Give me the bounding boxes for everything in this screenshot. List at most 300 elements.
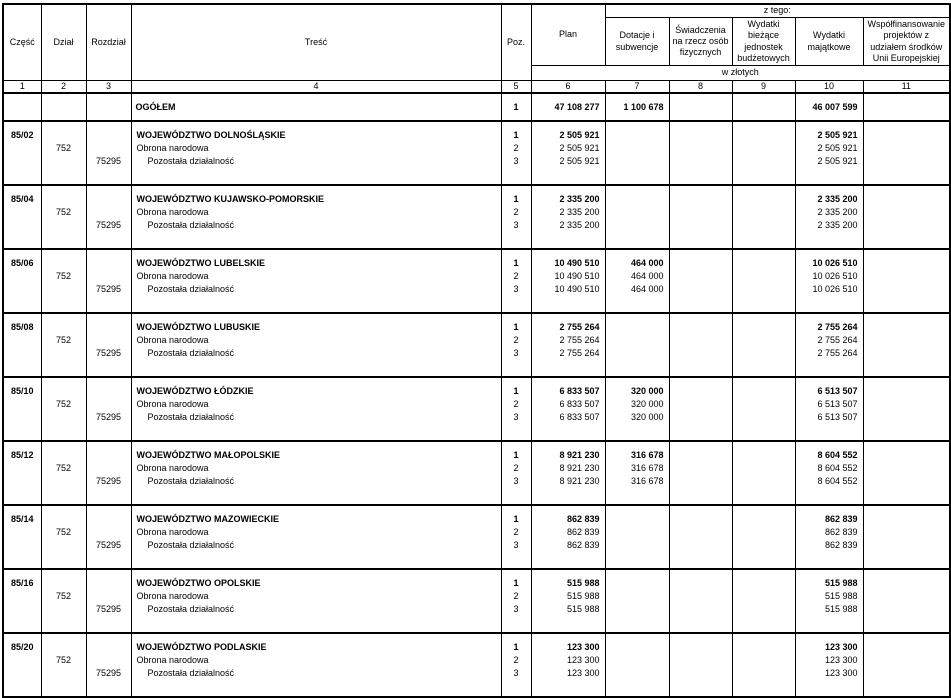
czesc-value	[4, 539, 41, 552]
czesc-value: 85/12	[10, 450, 34, 461]
wydatki-majatkowe-value: 10 026 510	[812, 258, 858, 269]
wydatki-majatkowe-cell	[795, 249, 863, 313]
plan-value: 123 300	[566, 655, 600, 666]
czesc-cell	[3, 249, 41, 313]
dotacje-value	[606, 155, 669, 168]
dotacje-value	[606, 129, 669, 142]
dotacje-cell	[605, 569, 669, 633]
poz-value: 1	[513, 450, 519, 461]
swiadczenia-value	[670, 193, 732, 206]
wspolfinansowanie-cell	[863, 441, 950, 505]
wydatki-biezace-value	[733, 283, 795, 296]
dzial-value	[42, 411, 86, 424]
wspolfinansowanie-value	[864, 142, 950, 155]
swiadczenia-cell	[669, 569, 732, 633]
wydatki-majatkowe-value: 2 755 264	[817, 348, 858, 359]
tresc-line: WOJEWÓDZTWO LUBUSKIE	[136, 322, 260, 333]
wydatki-majatkowe-value: 8 604 552	[817, 476, 858, 487]
wydatki-majatkowe-cell	[795, 441, 863, 505]
swiadczenia-value	[670, 270, 732, 283]
swiadczenia-value	[670, 385, 732, 398]
plan-value: 2 755 264	[559, 335, 600, 346]
tresc-cell	[131, 313, 501, 377]
swiadczenia-value	[670, 257, 732, 270]
wspolfinansowanie-cell	[863, 121, 950, 185]
czesc-value	[4, 283, 41, 296]
dzial-cell	[41, 377, 86, 441]
rozdzial-value	[87, 129, 131, 142]
dzial-value	[42, 129, 86, 142]
dotacje-cell	[605, 505, 669, 569]
wydatki-biezace-cell	[732, 185, 795, 249]
poz-cell	[501, 633, 531, 697]
swiadczenia-value	[670, 449, 732, 462]
poz-cell	[501, 505, 531, 569]
dotacje-value: 464 000	[630, 258, 664, 269]
swiadczenia-cell	[669, 313, 732, 377]
header-wydatki-majatkowe: Wydatki majątkowe	[795, 18, 863, 66]
poz-value: 3	[513, 220, 519, 231]
rozdzial-value	[87, 385, 131, 398]
swiadczenia-value	[670, 462, 732, 475]
swiadczenia-cell	[669, 441, 732, 505]
dotacje-value: 464 000	[630, 271, 664, 282]
plan-value: 10 490 510	[554, 284, 600, 295]
wydatki-majatkowe-value: 862 839	[824, 527, 858, 538]
plan-cell	[531, 569, 605, 633]
wspolfinansowanie-value	[864, 667, 950, 680]
czesc-cell	[3, 121, 41, 185]
wspolfinansowanie-value	[864, 270, 950, 283]
dzial-value	[42, 603, 86, 616]
wydatki-biezace-value	[733, 155, 795, 168]
plan-value: 862 839	[566, 514, 600, 525]
poz-value: 3	[513, 668, 519, 679]
col-number-1: 1	[3, 81, 41, 94]
dzial-value	[42, 667, 86, 680]
dotacje-value	[606, 641, 669, 654]
wspolfinansowanie-cell	[863, 569, 950, 633]
wydatki-biezace-value	[733, 257, 795, 270]
wydatki-majatkowe-value: 8 604 552	[817, 450, 858, 461]
swiadczenia-cell	[669, 185, 732, 249]
tresc-cell	[131, 185, 501, 249]
wydatki-majatkowe-value: 6 513 507	[817, 386, 858, 397]
dotacje-cell	[605, 313, 669, 377]
czesc-value	[4, 155, 41, 168]
plan-value: 2 335 200	[559, 207, 600, 218]
swiadczenia-value	[670, 526, 732, 539]
czesc-value	[4, 475, 41, 488]
czesc-value	[4, 603, 41, 616]
total-label: OGÓŁEM	[131, 93, 501, 121]
dotacje-value	[606, 206, 669, 219]
dotacje-value	[606, 334, 669, 347]
dotacje-value	[606, 654, 669, 667]
dotacje-value: 464 000	[630, 284, 664, 295]
rozdzial-cell	[86, 313, 131, 377]
dzial-value: 752	[55, 143, 72, 154]
wydatki-biezace-value	[733, 129, 795, 142]
tresc-line: Pozostała działalność	[147, 604, 235, 615]
wydatki-biezace-value	[733, 577, 795, 590]
col-number-5: 5	[501, 81, 531, 94]
rozdzial-cell	[86, 633, 131, 697]
dotacje-cell	[605, 633, 669, 697]
dotacje-value	[606, 321, 669, 334]
plan-value: 2 505 921	[559, 156, 600, 167]
wydatki-majatkowe-value: 123 300	[824, 642, 858, 653]
poz-cell	[501, 377, 531, 441]
dzial-value: 752	[55, 271, 72, 282]
wydatki-biezace-value	[733, 321, 795, 334]
czesc-value: 85/08	[10, 322, 34, 333]
plan-value: 2 755 264	[559, 348, 600, 359]
tresc-cell	[131, 569, 501, 633]
plan-value: 862 839	[566, 540, 600, 551]
wydatki-biezace-cell	[732, 249, 795, 313]
wydatki-majatkowe-value: 2 505 921	[817, 143, 858, 154]
swiadczenia-cell	[669, 633, 732, 697]
czesc-value	[4, 667, 41, 680]
czesc-value	[4, 462, 41, 475]
voivodeship-row-group	[3, 505, 950, 569]
dzial-cell	[41, 505, 86, 569]
dotacje-value: 316 678	[630, 450, 664, 461]
wspolfinansowanie-value	[864, 449, 950, 462]
rozdzial-cell	[86, 121, 131, 185]
plan-value: 123 300	[566, 642, 600, 653]
wydatki-majatkowe-cell	[795, 313, 863, 377]
swiadczenia-value	[670, 411, 732, 424]
czesc-cell	[3, 441, 41, 505]
header-dotacje: Dotacje i subwencje	[605, 18, 669, 66]
header-wydatki-biezace: Wydatki bieżące jednostek budżetowych	[732, 18, 795, 66]
tresc-line: Obrona narodowa	[136, 591, 209, 602]
plan-value: 6 833 507	[559, 399, 600, 410]
plan-cell	[531, 633, 605, 697]
poz-value: 3	[513, 156, 519, 167]
wydatki-biezace-value	[733, 270, 795, 283]
wspolfinansowanie-value	[864, 539, 950, 552]
swiadczenia-cell	[669, 121, 732, 185]
tresc-line: WOJEWÓDZTWO PODLASKIE	[136, 642, 267, 653]
swiadczenia-value	[670, 475, 732, 488]
wspolfinansowanie-cell	[863, 505, 950, 569]
wydatki-biezace-value	[733, 526, 795, 539]
wspolfinansowanie-value	[864, 577, 950, 590]
dzial-cell	[41, 121, 86, 185]
wspolfinansowanie-value	[864, 283, 950, 296]
rozdzial-value	[87, 334, 131, 347]
voivodeship-row-group	[3, 441, 950, 505]
swiadczenia-value	[670, 654, 732, 667]
dzial-value: 752	[55, 591, 72, 602]
dzial-value: 752	[55, 527, 72, 538]
wspolfinansowanie-value	[864, 385, 950, 398]
swiadczenia-value	[670, 206, 732, 219]
wydatki-majatkowe-value: 10 026 510	[812, 271, 858, 282]
dzial-cell	[41, 313, 86, 377]
czesc-cell	[3, 633, 41, 697]
tresc-cell	[131, 377, 501, 441]
wydatki-majatkowe-value: 515 988	[824, 604, 858, 615]
tresc-cell	[131, 249, 501, 313]
col-number-6: 6	[531, 81, 605, 94]
wydatki-majatkowe-value: 2 505 921	[817, 156, 858, 167]
poz-value: 1	[513, 386, 519, 397]
wspolfinansowanie-value	[864, 411, 950, 424]
czesc-value	[4, 347, 41, 360]
poz-cell	[501, 185, 531, 249]
rozdzial-value: 75295	[95, 476, 122, 487]
header-row-numbers	[3, 81, 950, 94]
wydatki-majatkowe-cell	[795, 569, 863, 633]
tresc-line: Pozostała działalność	[147, 412, 235, 423]
swiadczenia-value	[670, 155, 732, 168]
rozdzial-value	[87, 654, 131, 667]
header-z-tego: z tego:	[605, 4, 950, 18]
wspolfinansowanie-cell	[863, 377, 950, 441]
wydatki-majatkowe-value: 515 988	[824, 591, 858, 602]
dotacje-value	[606, 513, 669, 526]
rozdzial-cell	[86, 441, 131, 505]
wspolfinansowanie-value	[864, 641, 950, 654]
czesc-value: 85/06	[10, 258, 34, 269]
plan-value: 10 490 510	[554, 271, 600, 282]
swiadczenia-value	[670, 539, 732, 552]
wydatki-biezace-value	[733, 219, 795, 232]
tresc-line: WOJEWÓDZTWO MAŁOPOLSKIE	[136, 450, 280, 461]
total-plan: 47 108 277	[531, 93, 605, 121]
wydatki-biezace-value	[733, 398, 795, 411]
dzial-value: 752	[55, 655, 72, 666]
dotacje-value: 320 000	[630, 386, 664, 397]
wydatki-majatkowe-value: 2 755 264	[817, 335, 858, 346]
header-poz: Poz.	[501, 4, 531, 81]
wydatki-majatkowe-value: 6 513 507	[817, 399, 858, 410]
poz-value: 2	[513, 143, 519, 154]
wydatki-biezace-value	[733, 193, 795, 206]
col-number-10: 10	[795, 81, 863, 94]
plan-cell	[531, 185, 605, 249]
tresc-line: WOJEWÓDZTWO LUBELSKIE	[136, 258, 265, 269]
dzial-cell	[41, 185, 86, 249]
col-number-3: 3	[86, 81, 131, 94]
total-row	[3, 93, 950, 121]
swiadczenia-value	[670, 590, 732, 603]
poz-value: 1	[513, 194, 519, 205]
wydatki-majatkowe-value: 515 988	[824, 578, 858, 589]
poz-value: 2	[513, 591, 519, 602]
poz-value: 2	[513, 271, 519, 282]
total-dzial	[41, 93, 86, 121]
wydatki-biezace-value	[733, 641, 795, 654]
wspolfinansowanie-cell	[863, 633, 950, 697]
plan-value: 123 300	[566, 668, 600, 679]
header-wspolfinansowanie: Współfinansowanie projektów z udziałem środków Unii Europejskiej	[863, 18, 950, 66]
wydatki-biezace-cell	[732, 121, 795, 185]
rozdzial-value	[87, 462, 131, 475]
tresc-line: Obrona narodowa	[136, 463, 209, 474]
col-number-8: 8	[669, 81, 732, 94]
poz-cell	[501, 249, 531, 313]
plan-cell	[531, 441, 605, 505]
wydatki-majatkowe-value: 10 026 510	[812, 284, 858, 295]
wydatki-majatkowe-value: 862 839	[824, 514, 858, 525]
header-w-zlotych: w złotych	[531, 66, 950, 81]
plan-value: 2 755 264	[559, 322, 600, 333]
wspolfinansowanie-value	[864, 334, 950, 347]
wydatki-biezace-value	[733, 206, 795, 219]
wspolfinansowanie-value	[864, 654, 950, 667]
dzial-value	[42, 577, 86, 590]
poz-value: 1	[513, 258, 519, 269]
dotacje-cell	[605, 185, 669, 249]
poz-value: 1	[513, 322, 519, 333]
dotacje-value	[606, 526, 669, 539]
tresc-line: Pozostała działalność	[147, 476, 235, 487]
wydatki-majatkowe-value: 123 300	[824, 668, 858, 679]
dotacje-value	[606, 347, 669, 360]
wydatki-biezace-value	[733, 411, 795, 424]
poz-value: 2	[513, 335, 519, 346]
plan-value: 2 335 200	[559, 194, 600, 205]
rozdzial-value	[87, 270, 131, 283]
czesc-cell	[3, 569, 41, 633]
wspolfinansowanie-value	[864, 257, 950, 270]
total-dotacje: 1 100 678	[605, 93, 669, 121]
dotacje-cell	[605, 121, 669, 185]
wspolfinansowanie-cell	[863, 249, 950, 313]
rozdzial-cell	[86, 569, 131, 633]
rozdzial-cell	[86, 249, 131, 313]
swiadczenia-value	[670, 667, 732, 680]
plan-cell	[531, 249, 605, 313]
plan-value: 515 988	[566, 578, 600, 589]
czesc-cell	[3, 505, 41, 569]
dzial-value	[42, 283, 86, 296]
wspolfinansowanie-value	[864, 462, 950, 475]
czesc-value: 85/20	[10, 642, 34, 653]
wspolfinansowanie-value	[864, 526, 950, 539]
dzial-value	[42, 347, 86, 360]
tresc-cell	[131, 633, 501, 697]
czesc-cell	[3, 377, 41, 441]
wspolfinansowanie-value	[864, 347, 950, 360]
rozdzial-cell	[86, 185, 131, 249]
czesc-value	[4, 142, 41, 155]
wydatki-biezace-value	[733, 385, 795, 398]
rozdzial-value: 75295	[95, 540, 122, 551]
wydatki-majatkowe-value: 6 513 507	[817, 412, 858, 423]
wspolfinansowanie-value	[864, 603, 950, 616]
swiadczenia-value	[670, 641, 732, 654]
wspolfinansowanie-value	[864, 129, 950, 142]
col-number-7: 7	[605, 81, 669, 94]
czesc-cell	[3, 185, 41, 249]
tresc-line: Obrona narodowa	[136, 143, 209, 154]
wspolfinansowanie-value	[864, 475, 950, 488]
tresc-line: Obrona narodowa	[136, 271, 209, 282]
voivodeship-row-group	[3, 121, 950, 185]
plan-value: 2 505 921	[559, 143, 600, 154]
tresc-cell	[131, 505, 501, 569]
rozdzial-value	[87, 193, 131, 206]
poz-value: 3	[513, 284, 519, 295]
swiadczenia-value	[670, 283, 732, 296]
plan-value: 8 921 230	[559, 450, 600, 461]
voivodeship-row-group	[3, 185, 950, 249]
czesc-value	[4, 270, 41, 283]
czesc-value: 85/02	[10, 130, 34, 141]
swiadczenia-value	[670, 398, 732, 411]
dotacje-cell	[605, 441, 669, 505]
wydatki-biezace-value	[733, 667, 795, 680]
rozdzial-value	[87, 321, 131, 334]
wspolfinansowanie-value	[864, 513, 950, 526]
dzial-value: 752	[55, 335, 72, 346]
tresc-line: Obrona narodowa	[136, 335, 209, 346]
rozdzial-value: 75295	[95, 668, 122, 679]
wydatki-biezace-value	[733, 590, 795, 603]
poz-value: 2	[513, 399, 519, 410]
wydatki-biezace-value	[733, 462, 795, 475]
rozdzial-cell	[86, 377, 131, 441]
voivodeship-row-group	[3, 377, 950, 441]
czesc-value: 85/04	[10, 194, 34, 205]
tresc-line: WOJEWÓDZTWO KUJAWSKO-POMORSKIE	[136, 194, 324, 205]
header-dzial: Dział	[41, 4, 86, 81]
wydatki-majatkowe-cell	[795, 185, 863, 249]
rozdzial-value	[87, 577, 131, 590]
tresc-line: Obrona narodowa	[136, 207, 209, 218]
dzial-value	[42, 193, 86, 206]
plan-value: 6 833 507	[559, 412, 600, 423]
poz-value: 3	[513, 540, 519, 551]
tresc-line: Pozostała działalność	[147, 284, 235, 295]
tresc-line: Pozostała działalność	[147, 220, 235, 231]
total-czesc	[3, 93, 41, 121]
total-wydatki-majatkowe: 46 007 599	[795, 93, 863, 121]
rozdzial-value: 75295	[95, 156, 122, 167]
wspolfinansowanie-value	[864, 206, 950, 219]
wydatki-biezace-value	[733, 603, 795, 616]
wydatki-biezace-cell	[732, 633, 795, 697]
wydatki-majatkowe-value: 2 335 200	[817, 220, 858, 231]
poz-value: 1	[513, 130, 519, 141]
dotacje-value: 316 678	[630, 476, 664, 487]
rozdzial-value	[87, 526, 131, 539]
swiadczenia-value	[670, 334, 732, 347]
plan-value: 2 335 200	[559, 220, 600, 231]
dzial-value: 752	[55, 463, 72, 474]
poz-value: 1	[513, 514, 519, 525]
wydatki-biezace-value	[733, 654, 795, 667]
dotacje-value	[606, 603, 669, 616]
wydatki-majatkowe-value: 2 335 200	[817, 207, 858, 218]
wydatki-majatkowe-cell	[795, 377, 863, 441]
rozdzial-value	[87, 590, 131, 603]
plan-cell	[531, 377, 605, 441]
poz-cell	[501, 313, 531, 377]
wydatki-biezace-cell	[732, 313, 795, 377]
poz-cell	[501, 121, 531, 185]
tresc-line: WOJEWÓDZTWO MAZOWIECKIE	[136, 514, 279, 525]
plan-value: 515 988	[566, 604, 600, 615]
wydatki-majatkowe-value: 8 604 552	[817, 463, 858, 474]
swiadczenia-cell	[669, 377, 732, 441]
